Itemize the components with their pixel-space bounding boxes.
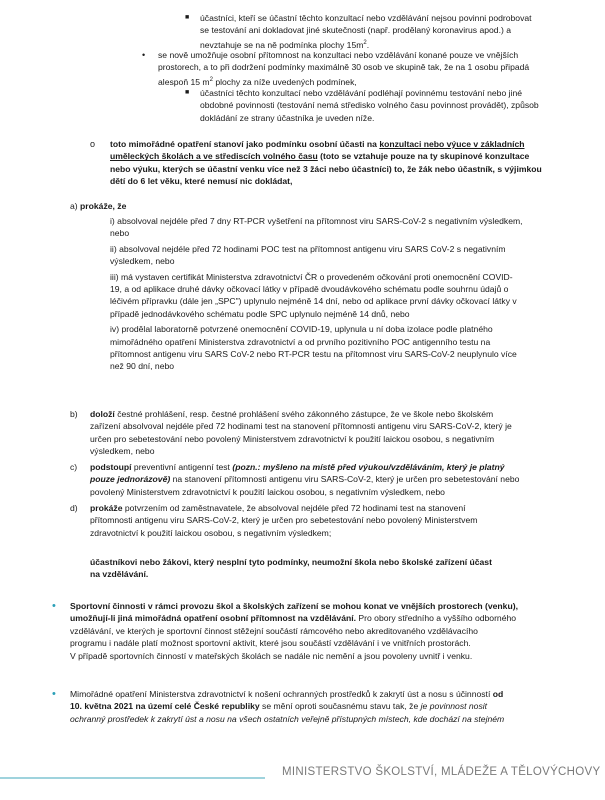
text-line: dětí do 6 let věku, které nemusí nic dokládat,: [110, 176, 293, 187]
keyword: prokáže: [80, 201, 113, 211]
italic-text: je povinnost nosit: [420, 701, 488, 712]
list-label: b): [70, 409, 78, 419]
square-bullet-icon: ■: [185, 89, 190, 96]
text-span: preventivní antigenní test: [131, 462, 233, 472]
text-line: [90, 461, 519, 473]
text-span: Pro obory středního a vyššího odborného: [356, 613, 517, 624]
text-line: případě jednodávkového schématu podle SPC uplynulo nejméně 14 dnů, nebo: [110, 308, 410, 319]
note-text: pouze jednorázově): [90, 474, 171, 485]
text-span: Mimořádné opatření Ministerstva zdravotnictví k nošení ochranných prostředků k zakrytí úst a nosu s účinností: [70, 689, 493, 699]
text-line: dokládání ze strany účastníka je uveden níže.: [200, 112, 375, 123]
list-label: a): [70, 201, 78, 211]
list-label: d): [70, 503, 78, 513]
text-line: [90, 408, 512, 420]
superscript: 2: [363, 39, 367, 46]
text-line: mimořádného opatření Ministerstva zdravotnictví a od prvního pozitivního POC antigenního testu na: [110, 336, 491, 347]
text-line: 19, a od aplikace druhé dávky očkovací látky v případě dvoudávkového schématu podle souhrnu údajů o: [110, 284, 509, 295]
text-line: přítomnosti antigenu viru SARS-CoV-2, který je určen pro sebetestování nebo povolený Ministerstvem: [90, 515, 478, 526]
bold-text: od: [492, 689, 504, 699]
text-line: nebo: [110, 228, 130, 239]
text-line: účastníci těchto konzultací nebo vzdělávání podléhají povinnému testování nebo jiné: [200, 88, 523, 98]
text-line: výsledkem, nebo: [90, 446, 155, 457]
teal-bullet-icon: •: [52, 688, 56, 700]
condition-item-outdoor-presence: [158, 49, 529, 88]
bold-text: umožňují-li jiná mimořádná opatření osobní přítomnost na vzdělávání.: [70, 613, 357, 624]
text-line: prostorech, a to při dodržení podmínky maximálně 30 osob ve skupině tak, že na 1 osobu připadá: [158, 62, 530, 73]
text-line: [158, 74, 529, 88]
text-line: [70, 688, 504, 700]
text-span: , že: [112, 201, 127, 211]
text-line: se nově umožňuje osobní přítomnost na konzultaci nebo vzdělávání konané pouze ve vnějších: [158, 50, 519, 60]
text-line: iv) prodělal laboratorně potvrzené onemocnění COVID-19, uplynula u ní doba izolace podle platného: [110, 324, 493, 335]
text-span: alespoň 15 m: [158, 76, 210, 87]
subitem-recovered: [110, 323, 523, 373]
sport-paragraph: [70, 600, 518, 662]
text-line: vzdělávání, ve kterých je sportovní činnost stěžejní součástí rámcového nebo akreditovaného vzdělávacího: [70, 625, 478, 636]
text-line: než 90 dní, nebo: [110, 361, 175, 372]
bold-text: 10. května 2021 na území celé České republiky: [70, 701, 260, 712]
text-line: na vzdělávání.: [90, 569, 149, 580]
condition-item-no-testing: [200, 12, 532, 51]
option-b-paragraph: [90, 408, 512, 458]
text-line: [90, 502, 477, 514]
text-line: nebo výuku, kterých se účastní venku více než 3 žáci nebo účastníci) to, že žák nebo účastník, s výjimkou: [110, 163, 542, 174]
text-line: [70, 700, 504, 712]
text-line: účastníci, kteří se účastní těchto konzultací nebo vzdělávání nejsou povinni podrobovat: [200, 13, 532, 23]
text-line: programu i nadále platí možnost sportovní aktivit, které jsou součástí vzdělávání i ve vnitřních prostorách.: [70, 638, 471, 649]
text-line: zařízení absolvoval nejdéle před 72 hodinami test na stanovení přítomnosti antigenu viru SARS-CoV-2, který je: [90, 421, 512, 432]
superscript: 2: [209, 76, 213, 83]
option-a-subitems: [110, 215, 523, 373]
text-line: V případě sportovních činností v mateřských školách se nadále nic nemění a jsou povoleny uvnitř i venku.: [70, 650, 473, 661]
circle-bullet-icon: o: [90, 139, 96, 149]
text-line: ii) absolvoval nejdéle před 72 hodinami POC test na přítomnost antigenu viru SARS CoV-2 s negativním: [110, 243, 506, 254]
text-span: plochy za níže uvedených podmínek,: [212, 76, 357, 87]
text-line: výsledkem, nebo: [110, 256, 175, 267]
option-c-paragraph: [90, 461, 519, 498]
option-a-heading: [70, 200, 126, 212]
text-line: povolený Ministerstvem zdravotnictví k použití laickou osobou, s negativním výsledkem, nebo: [90, 486, 445, 497]
keyword: doloží: [90, 409, 115, 419]
subitem-pcr: [110, 215, 523, 240]
text-span: toto mimořádné opatření stanoví jako podmínku osobní účasti na: [110, 139, 380, 149]
keyword: prokáže: [90, 503, 123, 513]
text-line: Sportovní činnosti v rámci provozu škol a školských zařízení se mohou konat ve vnějších prostorech (venku),: [70, 601, 518, 611]
text-line: obdobné povinnosti (testování nemá středisko volného času povinnost provádět), způsob: [200, 100, 539, 111]
text-line: zdravotnictví k použití laickou osobou, s negativním výsledkem;: [90, 527, 332, 538]
measure-condition-paragraph: [110, 138, 542, 188]
text-span: .: [366, 39, 370, 50]
option-d-paragraph: [90, 502, 477, 539]
footer-divider: [0, 777, 265, 779]
square-bullet-icon: ■: [185, 14, 190, 21]
text-line: i) absolvoval nejdéle před 7 dny RT-PCR vyšetření na přítomnost viru SARS-CoV-2 s negativním výsledkem,: [110, 216, 523, 226]
condition-item-testing-required: [200, 87, 539, 124]
underlined-text: uměleckých školách a ve střediscích volného času: [110, 151, 318, 162]
text-line: iii) má vystaven certifikát Ministerstva zdravotnictví ČR o provedeném očkování proti onemocnění COVID-: [110, 271, 513, 282]
subitem-poc: [110, 243, 523, 268]
text-span: na stanovení přítomnosti antigenu viru SARS-CoV-2, který je určen pro sebetestování nebo: [170, 474, 520, 485]
text-span: se mění oproti současnému stavu tak, že: [259, 701, 421, 712]
ministry-footer: MINISTERSTVO ŠKOLSTVÍ, MLÁDEŽE A TĚLOVÝCHOVY: [282, 766, 601, 778]
mask-paragraph: [70, 688, 504, 725]
text-span: nevztahuje se na ně podmínka plochy 15m: [200, 39, 364, 50]
text-line: léčivém přípravku (dále jen „SPC") uplynulo nejméně 14 dní, nebo od aplikace první dávky očkovací látky v: [110, 296, 517, 307]
teal-bullet-icon: •: [52, 600, 56, 612]
text-span: (toto se vztahuje pouze na ty skupinové konzultace: [317, 151, 530, 162]
keyword: podstoupí: [90, 462, 132, 472]
text-line: přítomnost antigenu viru SARS CoV-2 nebo RT-PCR testu na přítomnost viru SARS-CoV-2 neuplynulo více: [110, 349, 517, 360]
text-line: [110, 138, 542, 150]
subitem-vaccination: [110, 271, 523, 321]
round-bullet-icon: •: [142, 50, 146, 60]
conclusion-paragraph: [90, 556, 492, 581]
underlined-text: konzultaci nebo výuce v základních: [379, 139, 525, 149]
text-line: ochranný prostředek k zakrytí úst a nosu na všech ostatních veřejně přístupných místech, kde dochází na stejném: [70, 713, 505, 724]
text-line: určen pro sebetestování nebo povolený Ministerstvem zdravotnictví k použití laickou osobou, s negativním: [90, 433, 495, 444]
text-line: se testování ani dokladovat jiné skutečnosti (např. prodělaný koronavirus apod.) a: [200, 25, 511, 36]
text-line: [70, 200, 126, 212]
text-line: účastníkovi nebo žákovi, který nesplní tyto podmínky, neumožní škola nebo školské zařízení účast: [90, 557, 492, 567]
text-line: [90, 473, 519, 485]
text-line: [110, 150, 542, 162]
text-span: čestné prohlášení, resp. čestné prohlášení svého zákonného zástupce, že ve škole nebo školském: [114, 409, 494, 419]
text-line: [70, 612, 518, 624]
note-text: (pozn.: myšleno na místě před výukou/vzděláváním, který je platný: [232, 462, 505, 472]
list-label: c): [70, 462, 78, 472]
text-span: potvrzením od zaměstnavatele, že absolvoval nejdéle před 72 hodinami test na stanovení: [122, 503, 466, 513]
